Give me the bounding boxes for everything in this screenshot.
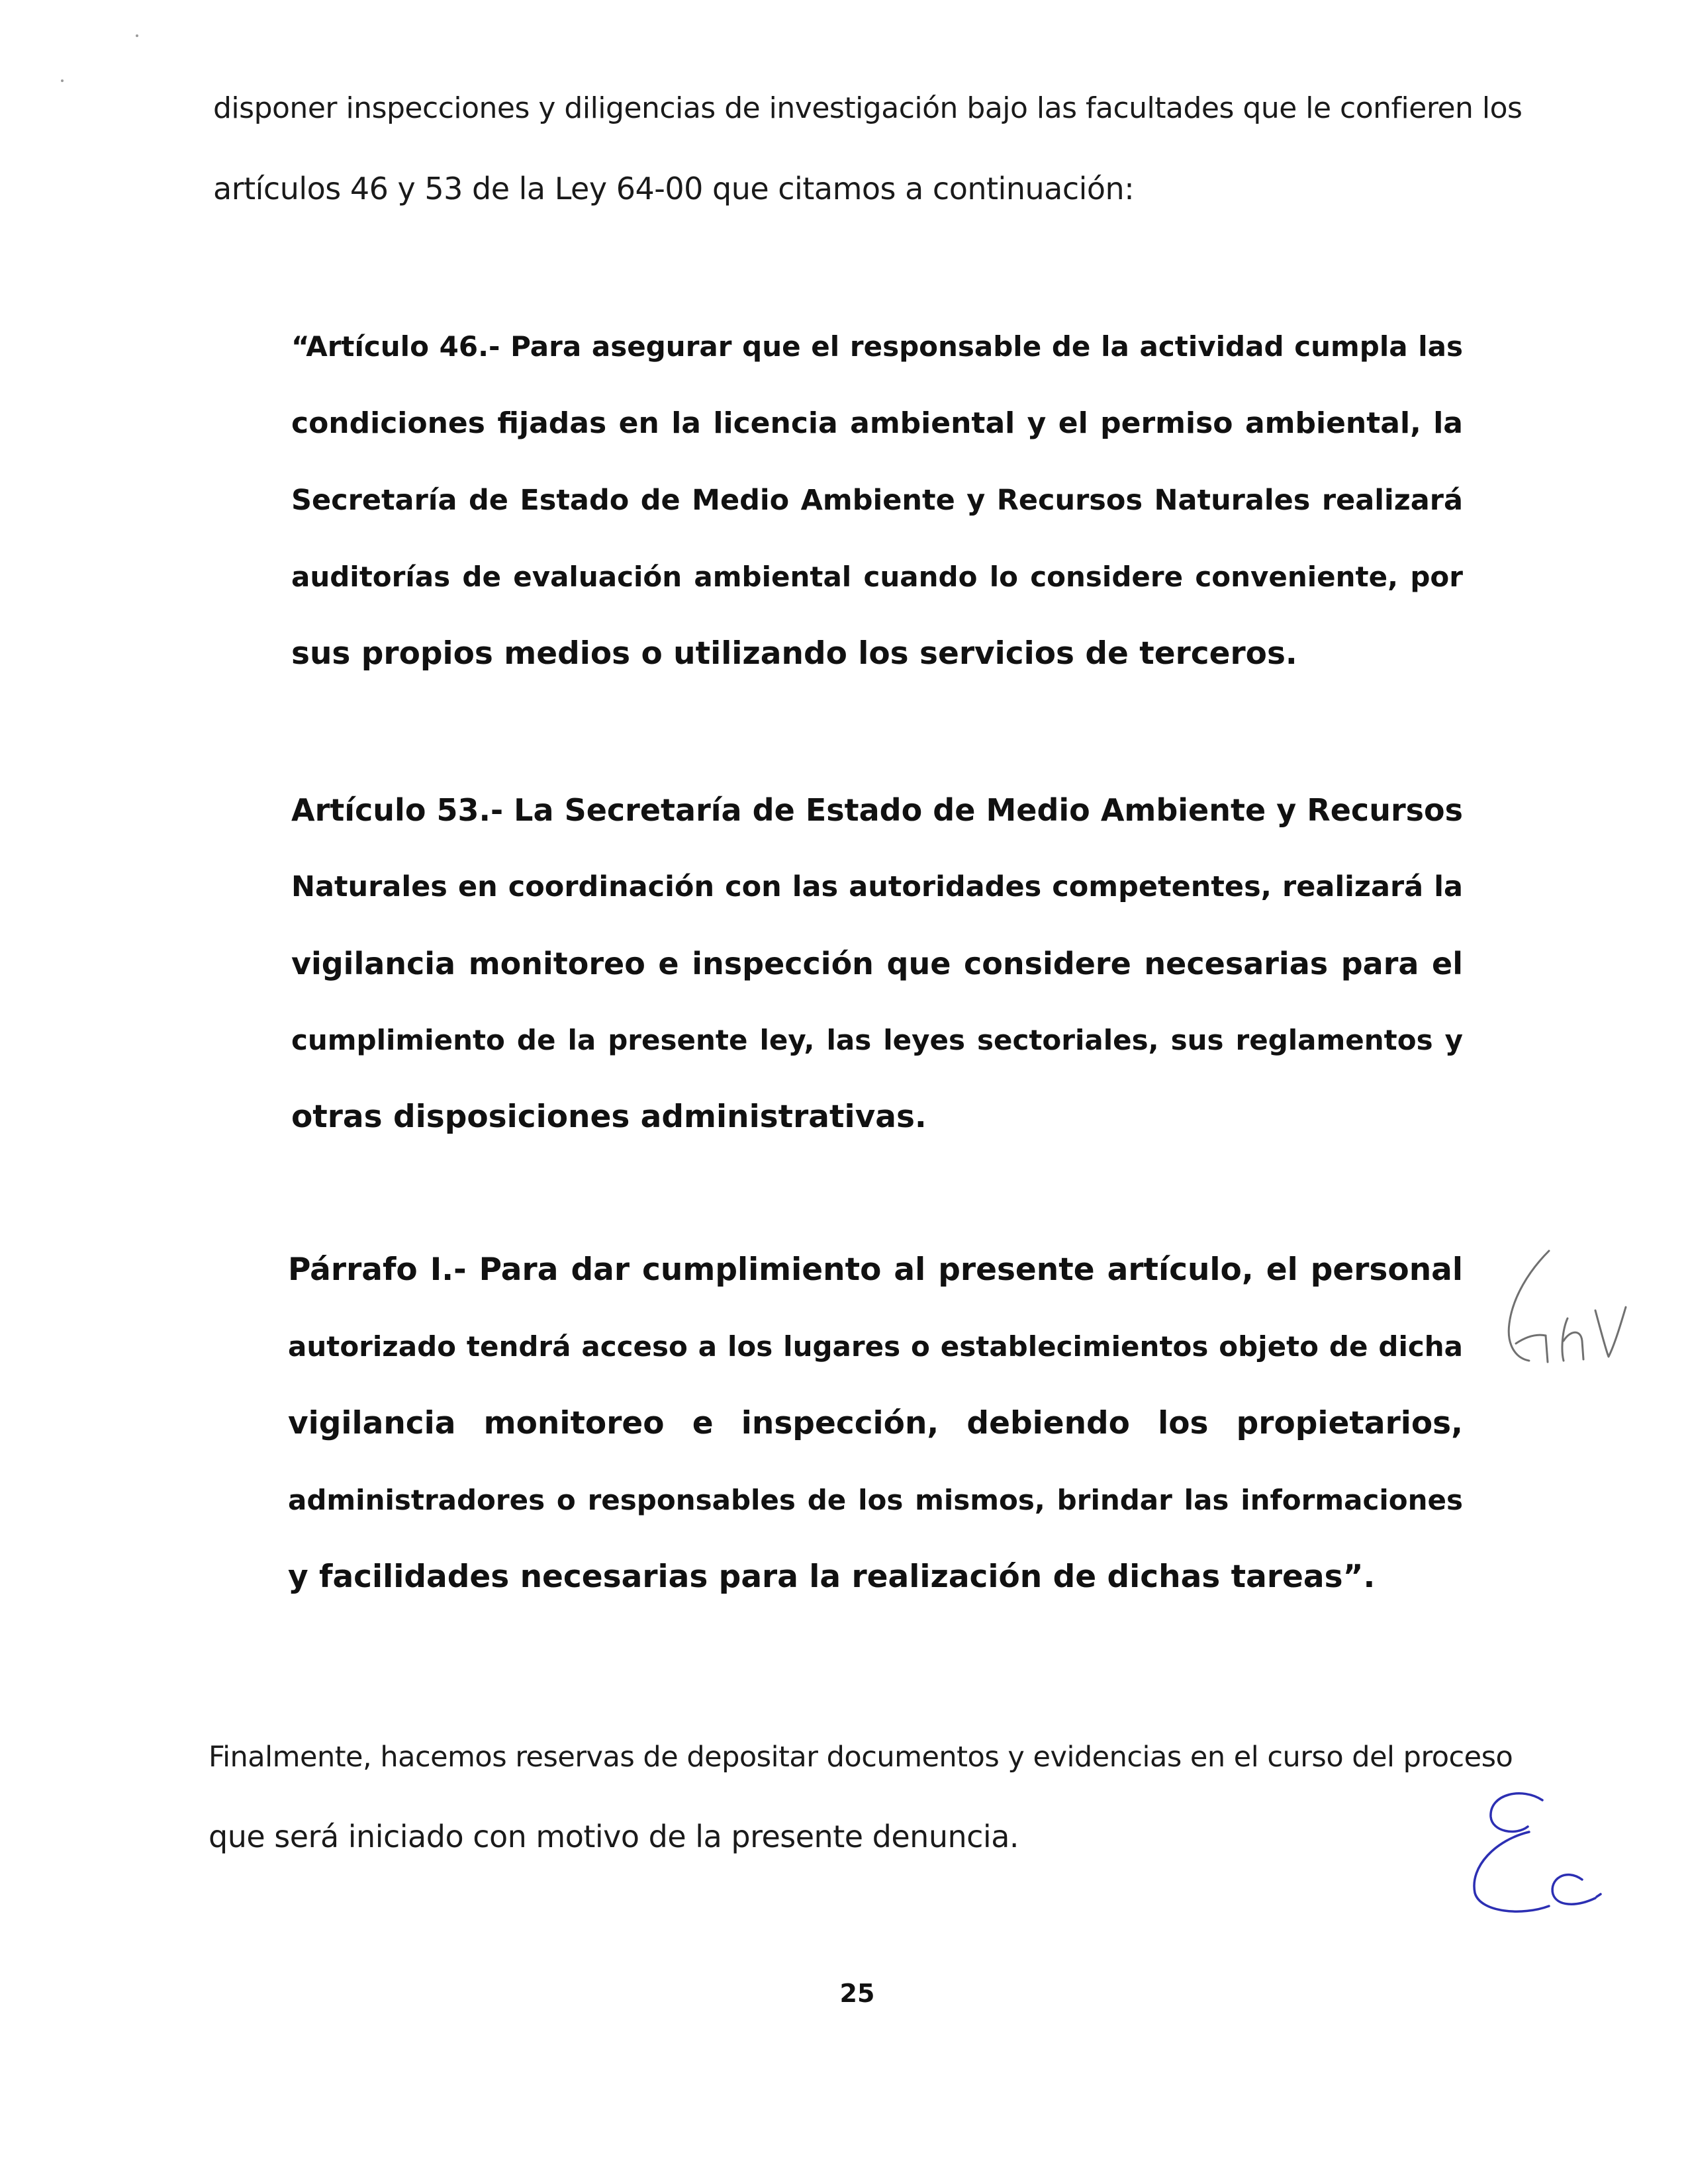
quote-line: Naturales en coordinación con las autoridades competentes, realizará la [291,870,1463,903]
handwritten-initials-gray [1489,1244,1642,1396]
article-46-quote [291,324,1463,708]
quote-line: condiciones fijadas en la licencia ambiental y el permiso ambiental, la [291,406,1463,440]
quote-line: vigilancia monitoreo e inspección que considere necesarias para el [291,946,1463,981]
quote-line: vigilancia monitoreo e inspección, debiendo los propietarios, [288,1405,1463,1441]
page-number: 25 [839,1979,875,2008]
quote-line: y facilidades necesarias para la realización de dichas tareas”. [288,1559,1376,1595]
quote-line: Secretaría de Estado de Medio Ambiente y Recursos Naturales realizará [291,484,1463,517]
scan-speck [61,79,64,82]
quote-line: autorizado tendrá acceso a los lugares o establecimientos objeto de dicha [288,1330,1463,1363]
quote-line: auditorías de evaluación ambiental cuando lo considere conveniente, por [291,561,1463,593]
article-53-quote [291,788,1463,1171]
quote-line: sus propios medios o utilizando los servicios de terceros. [291,635,1297,672]
paragraph-1-quote [288,1248,1463,1631]
handwritten-initials-blue [1443,1780,1615,1939]
quote-line: Párrafo I.- Para dar cumplimiento al presente artículo, el personal [288,1251,1463,1288]
quote-line: administradores o responsables de los mismos, brindar las informaciones [288,1484,1463,1516]
closing-line: Finalmente, hacemos reservas de depositar documentos y evidencias en el curso del proceso [209,1741,1513,1774]
intro-line: artículos 46 y 53 de la Ley 64-00 que citamos a continuación: [213,171,1135,206]
quote-line: otras disposiciones administrativas. [291,1099,927,1135]
scan-speck [136,34,138,37]
intro-line: disponer inspecciones y diligencias de investigación bajo las facultades que le confieren los [213,91,1523,125]
closing-line: que será iniciado con motivo de la presente denuncia. [209,1819,1019,1854]
quote-line: cumplimiento de la presente ley, las leyes sectoriales, sus reglamentos y [291,1024,1463,1056]
quote-line: “Artículo 46.- Para asegurar que el responsable de la actividad cumpla las [291,330,1463,363]
quote-line: Artículo 53.- La Secretaría de Estado de Medio Ambiente y Recursos [291,792,1463,828]
